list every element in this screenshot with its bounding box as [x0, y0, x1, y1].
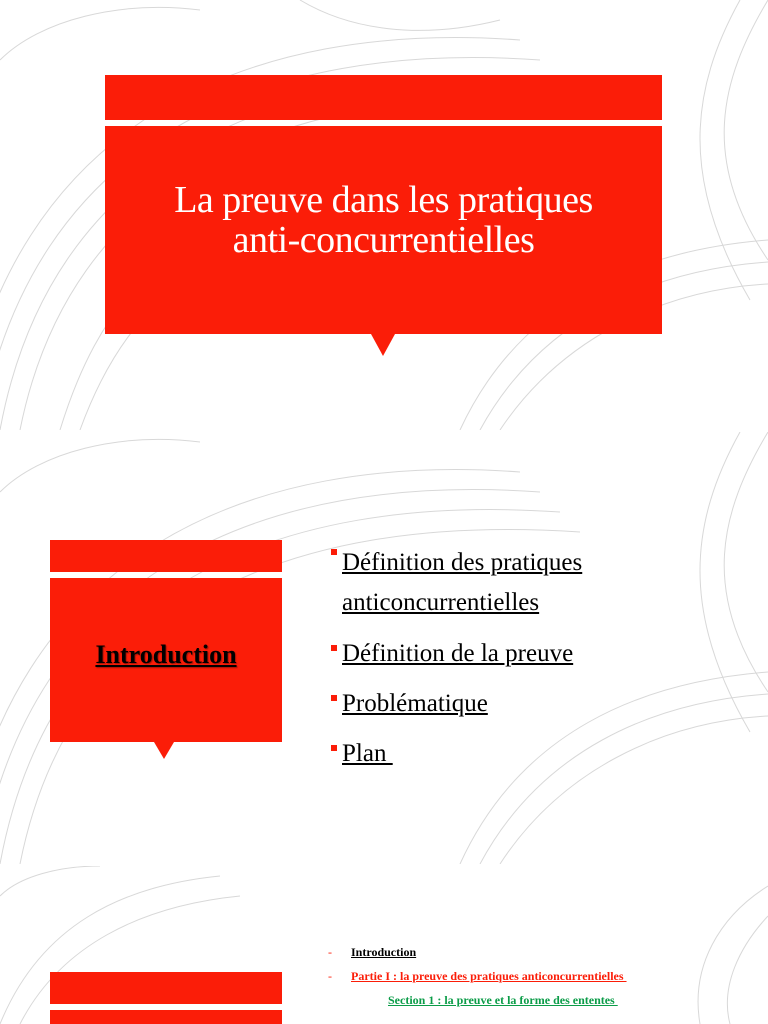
- intro-bullet-list: [328, 543, 748, 779]
- bullet-plan: [328, 739, 748, 779]
- intro-box-pointer: [154, 742, 174, 759]
- plan-item-text: Section 1 : la preuve et la forme des ententes: [388, 993, 618, 1007]
- bullet-text: Définition de la preuve: [342, 640, 574, 667]
- bullet-text: [342, 543, 748, 623]
- bullet-text: Problématique: [342, 690, 488, 717]
- plan-box: [50, 1010, 282, 1024]
- plan-item-section-1: [328, 988, 748, 1012]
- bullet-definition-pratiques: [328, 543, 748, 639]
- bullet-square-icon: [331, 695, 337, 701]
- bullet-problematique: [328, 689, 748, 739]
- plan-item-partie-1: [328, 964, 748, 988]
- title-box-pointer: [371, 334, 395, 356]
- plan-dash: -: [328, 945, 332, 959]
- title-header-strip: [105, 75, 662, 120]
- title-line-1: La preuve dans les pratiques: [174, 179, 593, 221]
- slide-title-text: [105, 180, 662, 260]
- plan-header-strip: [50, 972, 282, 1004]
- slide-title: [0, 0, 768, 430]
- bullet-square-icon: [331, 549, 337, 555]
- intro-header-strip: [50, 540, 282, 572]
- bullet-text-line-1: Définition des pratiques: [342, 549, 583, 576]
- bullet-text: Plan: [342, 740, 393, 767]
- bullet-square-icon: [331, 645, 337, 651]
- bullet-definition-preuve: [328, 639, 748, 689]
- plan-item-introduction: [328, 940, 748, 964]
- plan-item-text: Partie I : la preuve des pratiques anticoncurrentielles: [351, 969, 627, 983]
- bullet-square-icon: [331, 745, 337, 751]
- plan-dash: -: [328, 969, 332, 983]
- plan-item-text: Introduction: [351, 945, 417, 959]
- title-line-2: anti-concurrentielles: [232, 219, 535, 261]
- plan-outline: [328, 940, 748, 1012]
- intro-heading: Introduction: [95, 640, 237, 669]
- bullet-text-line-2: anticoncurrentielles: [342, 589, 540, 616]
